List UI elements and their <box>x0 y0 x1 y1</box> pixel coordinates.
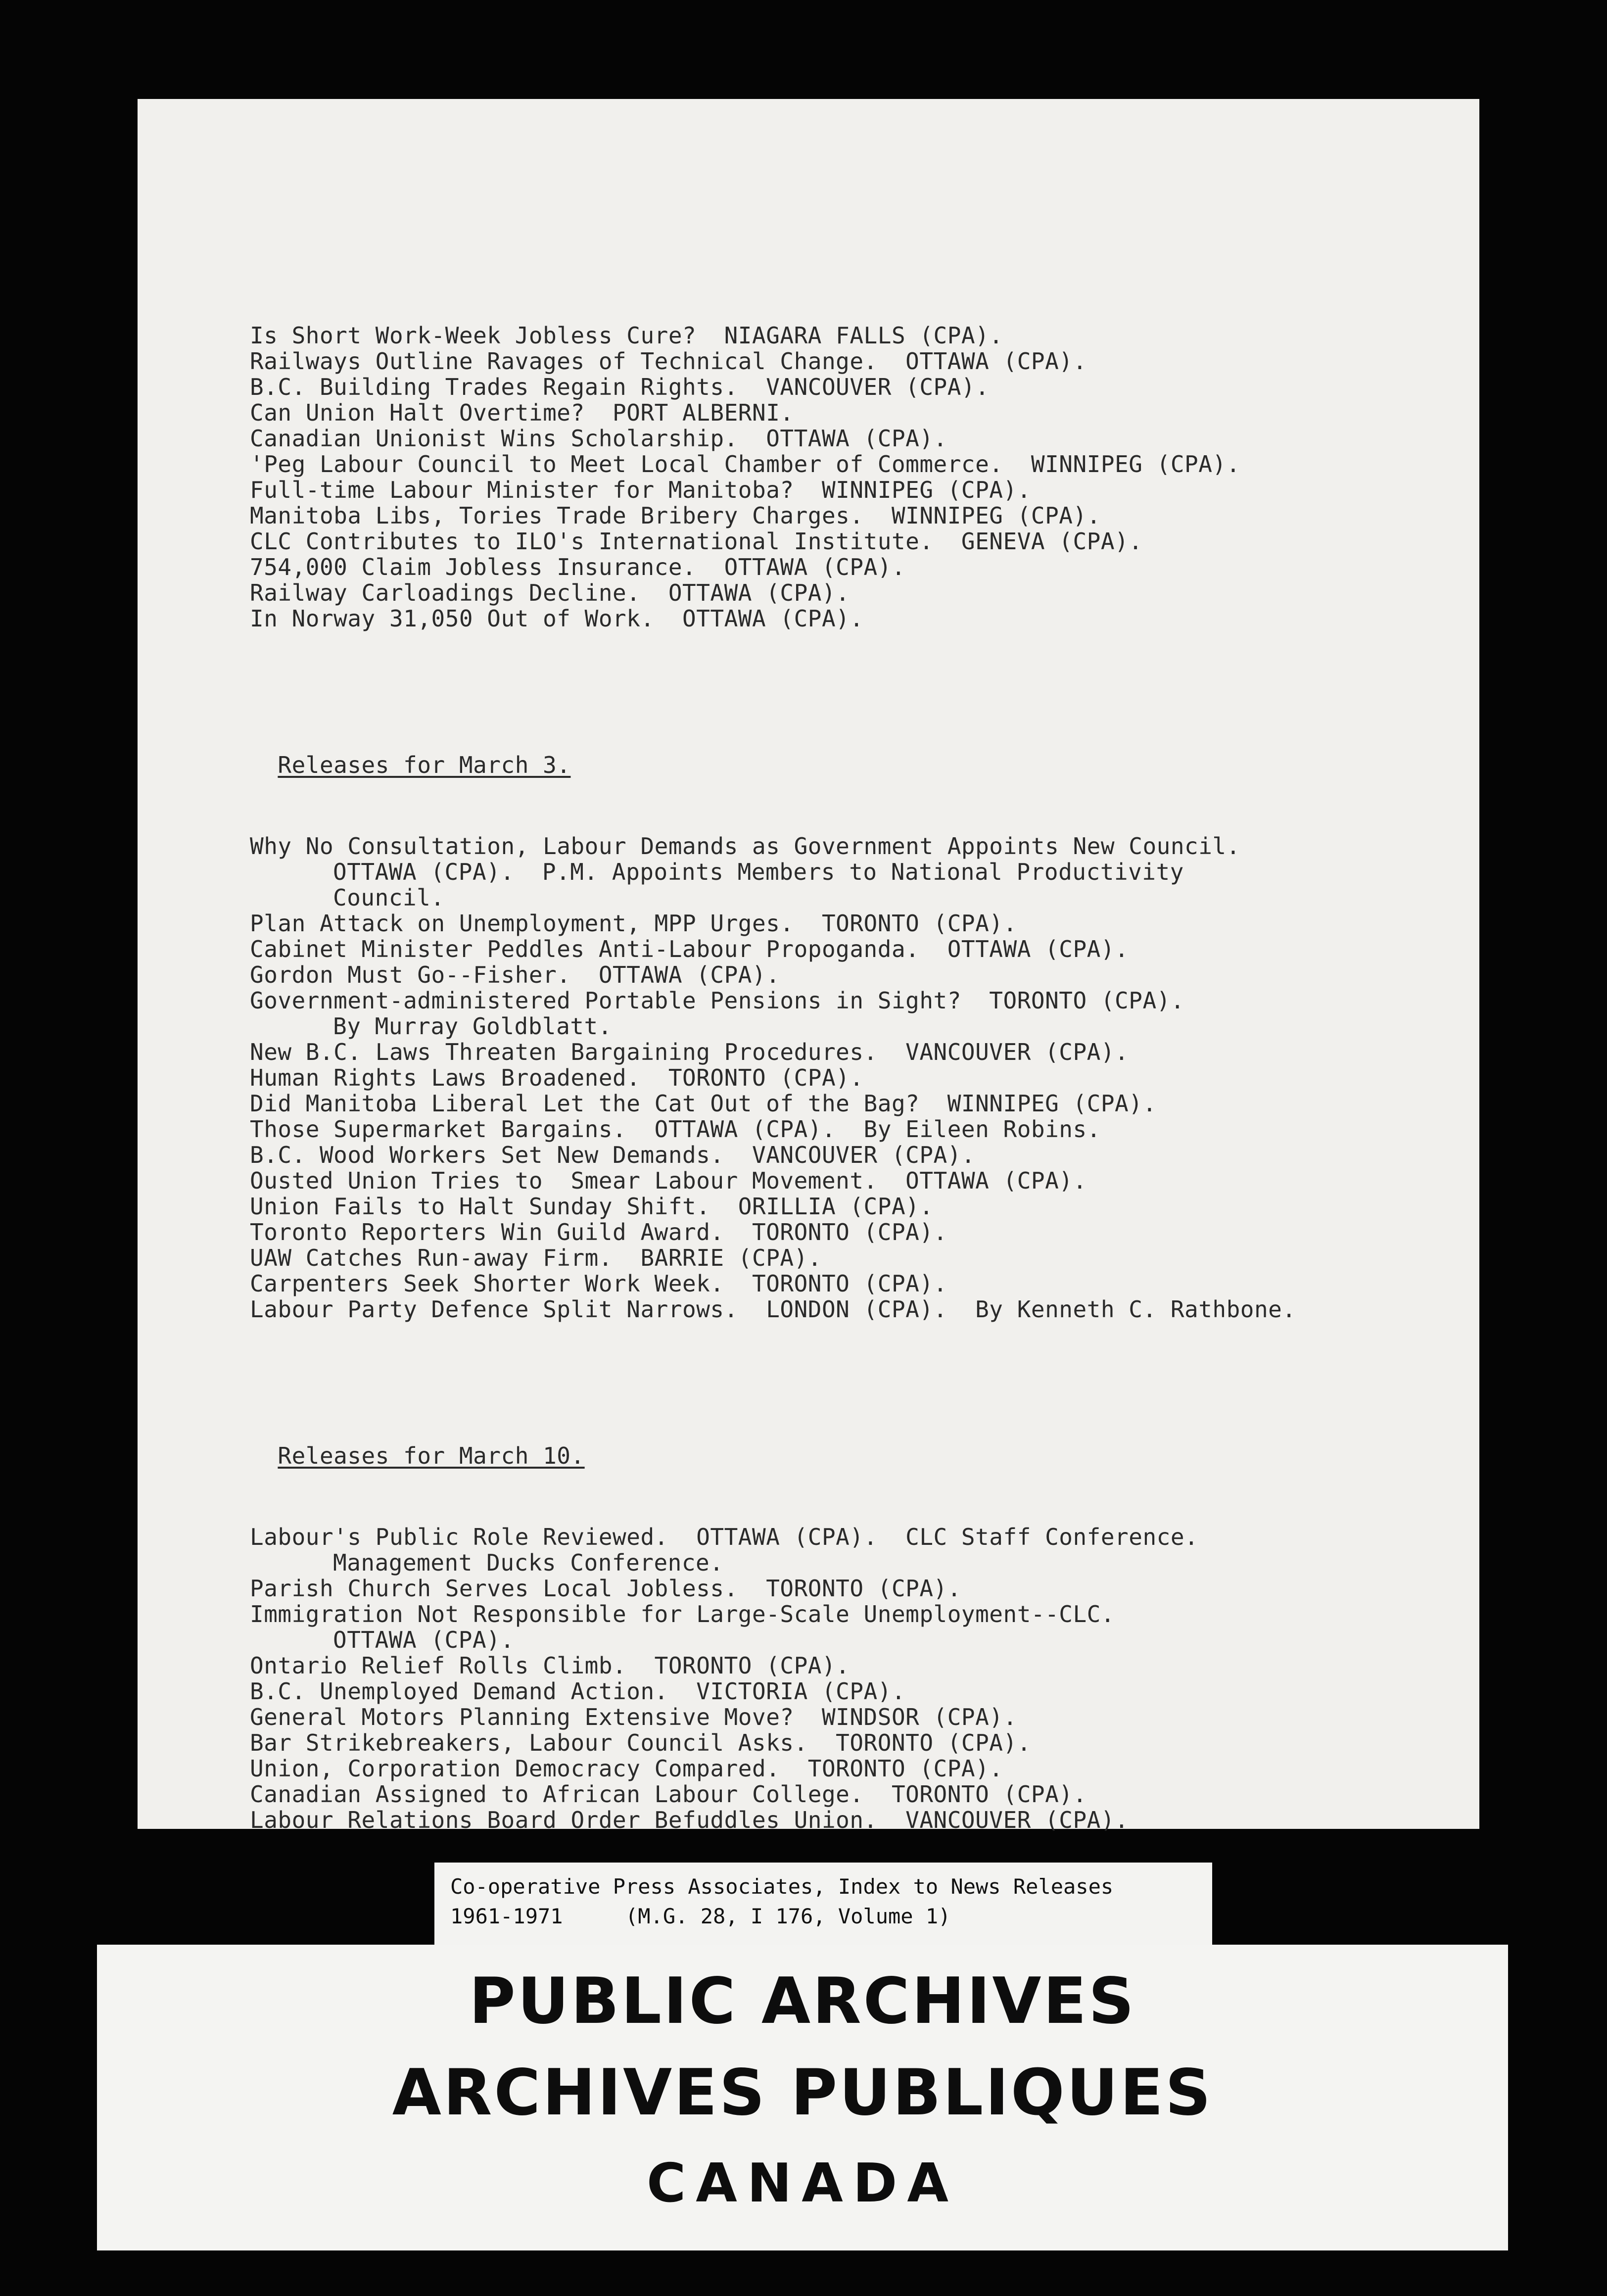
release-continuation-line: By Murray Goldblatt. <box>333 1013 612 1040</box>
release-entry <box>250 962 1462 988</box>
release-title-line: B.C. Unemployed Demand Action. VICTORIA (CPA). <box>250 1678 906 1705</box>
release-title-line: General Motors Planning Extensive Move? WINDSOR (CPA). <box>250 1704 1017 1730</box>
release-title-line: Human Rights Laws Broadened. TORONTO (CPA). <box>250 1064 864 1091</box>
release-entry <box>250 606 1462 631</box>
release-title-line: Union Fails to Halt Sunday Shift. ORILLIA (CPA). <box>250 1193 934 1220</box>
release-entry <box>250 348 1462 374</box>
release-title-line: Parish Church Serves Local Jobless. TORONTO (CPA). <box>250 1575 961 1602</box>
archive-reference-label <box>434 1863 1212 1950</box>
release-entry <box>250 1245 1462 1271</box>
release-title-line: Plan Attack on Unemployment, MPP Urges. TORONTO (CPA). <box>250 910 1017 937</box>
release-entry <box>250 1219 1462 1245</box>
release-title-line: B.C. Wood Workers Set New Demands. VANCOUVER (CPA). <box>250 1142 976 1168</box>
release-title-line: Government-administered Portable Pensions in Sight? TORONTO (CPA). <box>250 987 1185 1014</box>
release-title-line: Did Manitoba Liberal Let the Cat Out of the Bag? WINNIPEG (CPA). <box>250 1090 1157 1117</box>
release-continuation-line: OTTAWA (CPA). P.M. Appoints Members to National Productivity <box>333 859 1184 885</box>
release-entry <box>250 1091 1462 1116</box>
release-entry <box>250 554 1462 580</box>
release-entry <box>250 1807 1462 1833</box>
release-title-line: Immigration Not Responsible for Large-Scale Unemployment--CLC. <box>250 1601 1115 1627</box>
release-title-line: In Norway 31,050 Out of Work. OTTAWA (CPA). <box>250 605 864 632</box>
march-3-release-list <box>250 833 1462 1322</box>
release-entry <box>250 503 1462 528</box>
intro-release-list <box>250 323 1462 631</box>
release-entry <box>250 988 1462 1039</box>
release-continuation-line: Council. <box>333 884 445 911</box>
release-entry <box>250 1704 1462 1730</box>
stamp-line-english: PUBLIC ARCHIVES <box>469 1964 1136 2038</box>
release-entry <box>250 1678 1462 1704</box>
release-entry <box>250 1271 1462 1296</box>
release-title-line: Carpenters Seek Shorter Work Week. TORONTO (CPA). <box>250 1270 947 1297</box>
release-entry <box>250 1524 1462 1576</box>
reference-label-line-1: Co-operative Press Associates, Index to News Releases <box>450 1874 1114 1899</box>
stamp-line-french: ARCHIVES PUBLIQUES <box>392 2056 1213 2130</box>
release-entry <box>250 1730 1462 1756</box>
release-entry <box>250 323 1462 348</box>
release-title-line: Canadian Assigned to African Labour College. TORONTO (CPA). <box>250 1781 1087 1808</box>
release-entry <box>250 426 1462 451</box>
release-entry <box>250 1756 1462 1781</box>
release-entry <box>250 1296 1462 1322</box>
release-title-line: Union, Corporation Democracy Compared. TORONTO (CPA). <box>250 1755 1003 1782</box>
release-entry <box>250 1601 1462 1653</box>
release-entry <box>250 936 1462 962</box>
release-entry <box>250 580 1462 606</box>
release-title-line: Labour Relations Board Order Befuddles Union. VANCOUVER (CPA). <box>250 1807 1129 1833</box>
release-title-line: Gordon Must Go--Fisher. OTTAWA (CPA). <box>250 961 780 988</box>
release-title-line: Ousted Union Tries to Smear Labour Movement. OTTAWA (CPA). <box>250 1167 1087 1194</box>
reference-label-line-2: 1961-1971 (M.G. 28, I 176, Volume 1) <box>450 1904 951 1928</box>
release-title-line: Can Union Halt Overtime? PORT ALBERNI. <box>250 399 794 426</box>
release-entry <box>250 1116 1462 1142</box>
release-entry <box>250 1039 1462 1065</box>
release-title-line: New B.C. Laws Threaten Bargaining Procedures. VANCOUVER (CPA). <box>250 1039 1129 1065</box>
release-entry <box>250 1065 1462 1091</box>
release-title-line: Toronto Reporters Win Guild Award. TORONTO (CPA). <box>250 1219 947 1245</box>
release-entry <box>250 400 1462 426</box>
release-title-line: Ontario Relief Rolls Climb. TORONTO (CPA). <box>250 1652 850 1679</box>
release-entry <box>250 477 1462 503</box>
release-entry <box>250 1142 1462 1168</box>
stamp-line-country: CANADA <box>646 2152 959 2214</box>
release-entry <box>250 1781 1462 1807</box>
release-entry <box>250 1168 1462 1194</box>
release-continuation-line: Management Ducks Conference. <box>333 1549 724 1576</box>
release-title-line: Why No Consultation, Labour Demands as Government Appoints New Council. <box>250 833 1240 860</box>
release-entry <box>250 1576 1462 1601</box>
release-title-line: Cabinet Minister Peddles Anti-Labour Propoganda. OTTAWA (CPA). <box>250 936 1129 962</box>
release-entry <box>250 1653 1462 1678</box>
release-continuation-line: OTTAWA (CPA). <box>333 1626 515 1653</box>
release-title-line: Railways Outline Ravages of Technical Change. OTTAWA (CPA). <box>250 348 1087 375</box>
release-title-line: CLC Contributes to ILO's International Institute. GENEVA (CPA). <box>250 528 1143 555</box>
public-archives-stamp <box>97 1945 1508 2250</box>
typed-index-text <box>250 271 1462 1859</box>
release-entry <box>250 910 1462 936</box>
release-entry <box>250 451 1462 477</box>
release-entry <box>250 1194 1462 1219</box>
release-entry <box>250 528 1462 554</box>
release-title-line: Canadian Unionist Wins Scholarship. OTTAWA (CPA). <box>250 425 947 452</box>
release-title-line: UAW Catches Run-away Firm. BARRIE (CPA). <box>250 1244 822 1271</box>
release-entry <box>250 833 1462 910</box>
release-title-line: Manitoba Libs, Tories Trade Bribery Charges. WINNIPEG (CPA). <box>250 502 1101 529</box>
release-entry <box>250 374 1462 400</box>
release-title-line: Is Short Work-Week Jobless Cure? NIAGARA FALLS (CPA). <box>250 322 1003 349</box>
release-title-line: Bar Strikebreakers, Labour Council Asks. TORONTO (CPA). <box>250 1729 1031 1756</box>
section-heading-march-3: Releases for March 3. <box>278 752 571 778</box>
release-title-line: 'Peg Labour Council to Meet Local Chamber of Commerce. WINNIPEG (CPA). <box>250 451 1240 478</box>
section-heading-march-10: Releases for March 10. <box>278 1442 585 1469</box>
release-title-line: Those Supermarket Bargains. OTTAWA (CPA). By Eileen Robins. <box>250 1116 1101 1143</box>
release-title-line: Labour Party Defence Split Narrows. LONDON (CPA). By Kenneth C. Rathbone. <box>250 1296 1296 1323</box>
release-title-line: 754,000 Claim Jobless Insurance. OTTAWA (CPA). <box>250 554 906 580</box>
march-10-release-list <box>250 1524 1462 1833</box>
release-title-line: Railway Carloadings Decline. OTTAWA (CPA). <box>250 579 850 606</box>
release-title-line: Full-time Labour Minister for Manitoba? WINNIPEG (CPA). <box>250 477 1031 503</box>
release-title-line: Labour's Public Role Reviewed. OTTAWA (CPA). CLC Staff Conference. <box>250 1524 1199 1550</box>
release-title-line: B.C. Building Trades Regain Rights. VANCOUVER (CPA). <box>250 374 990 400</box>
